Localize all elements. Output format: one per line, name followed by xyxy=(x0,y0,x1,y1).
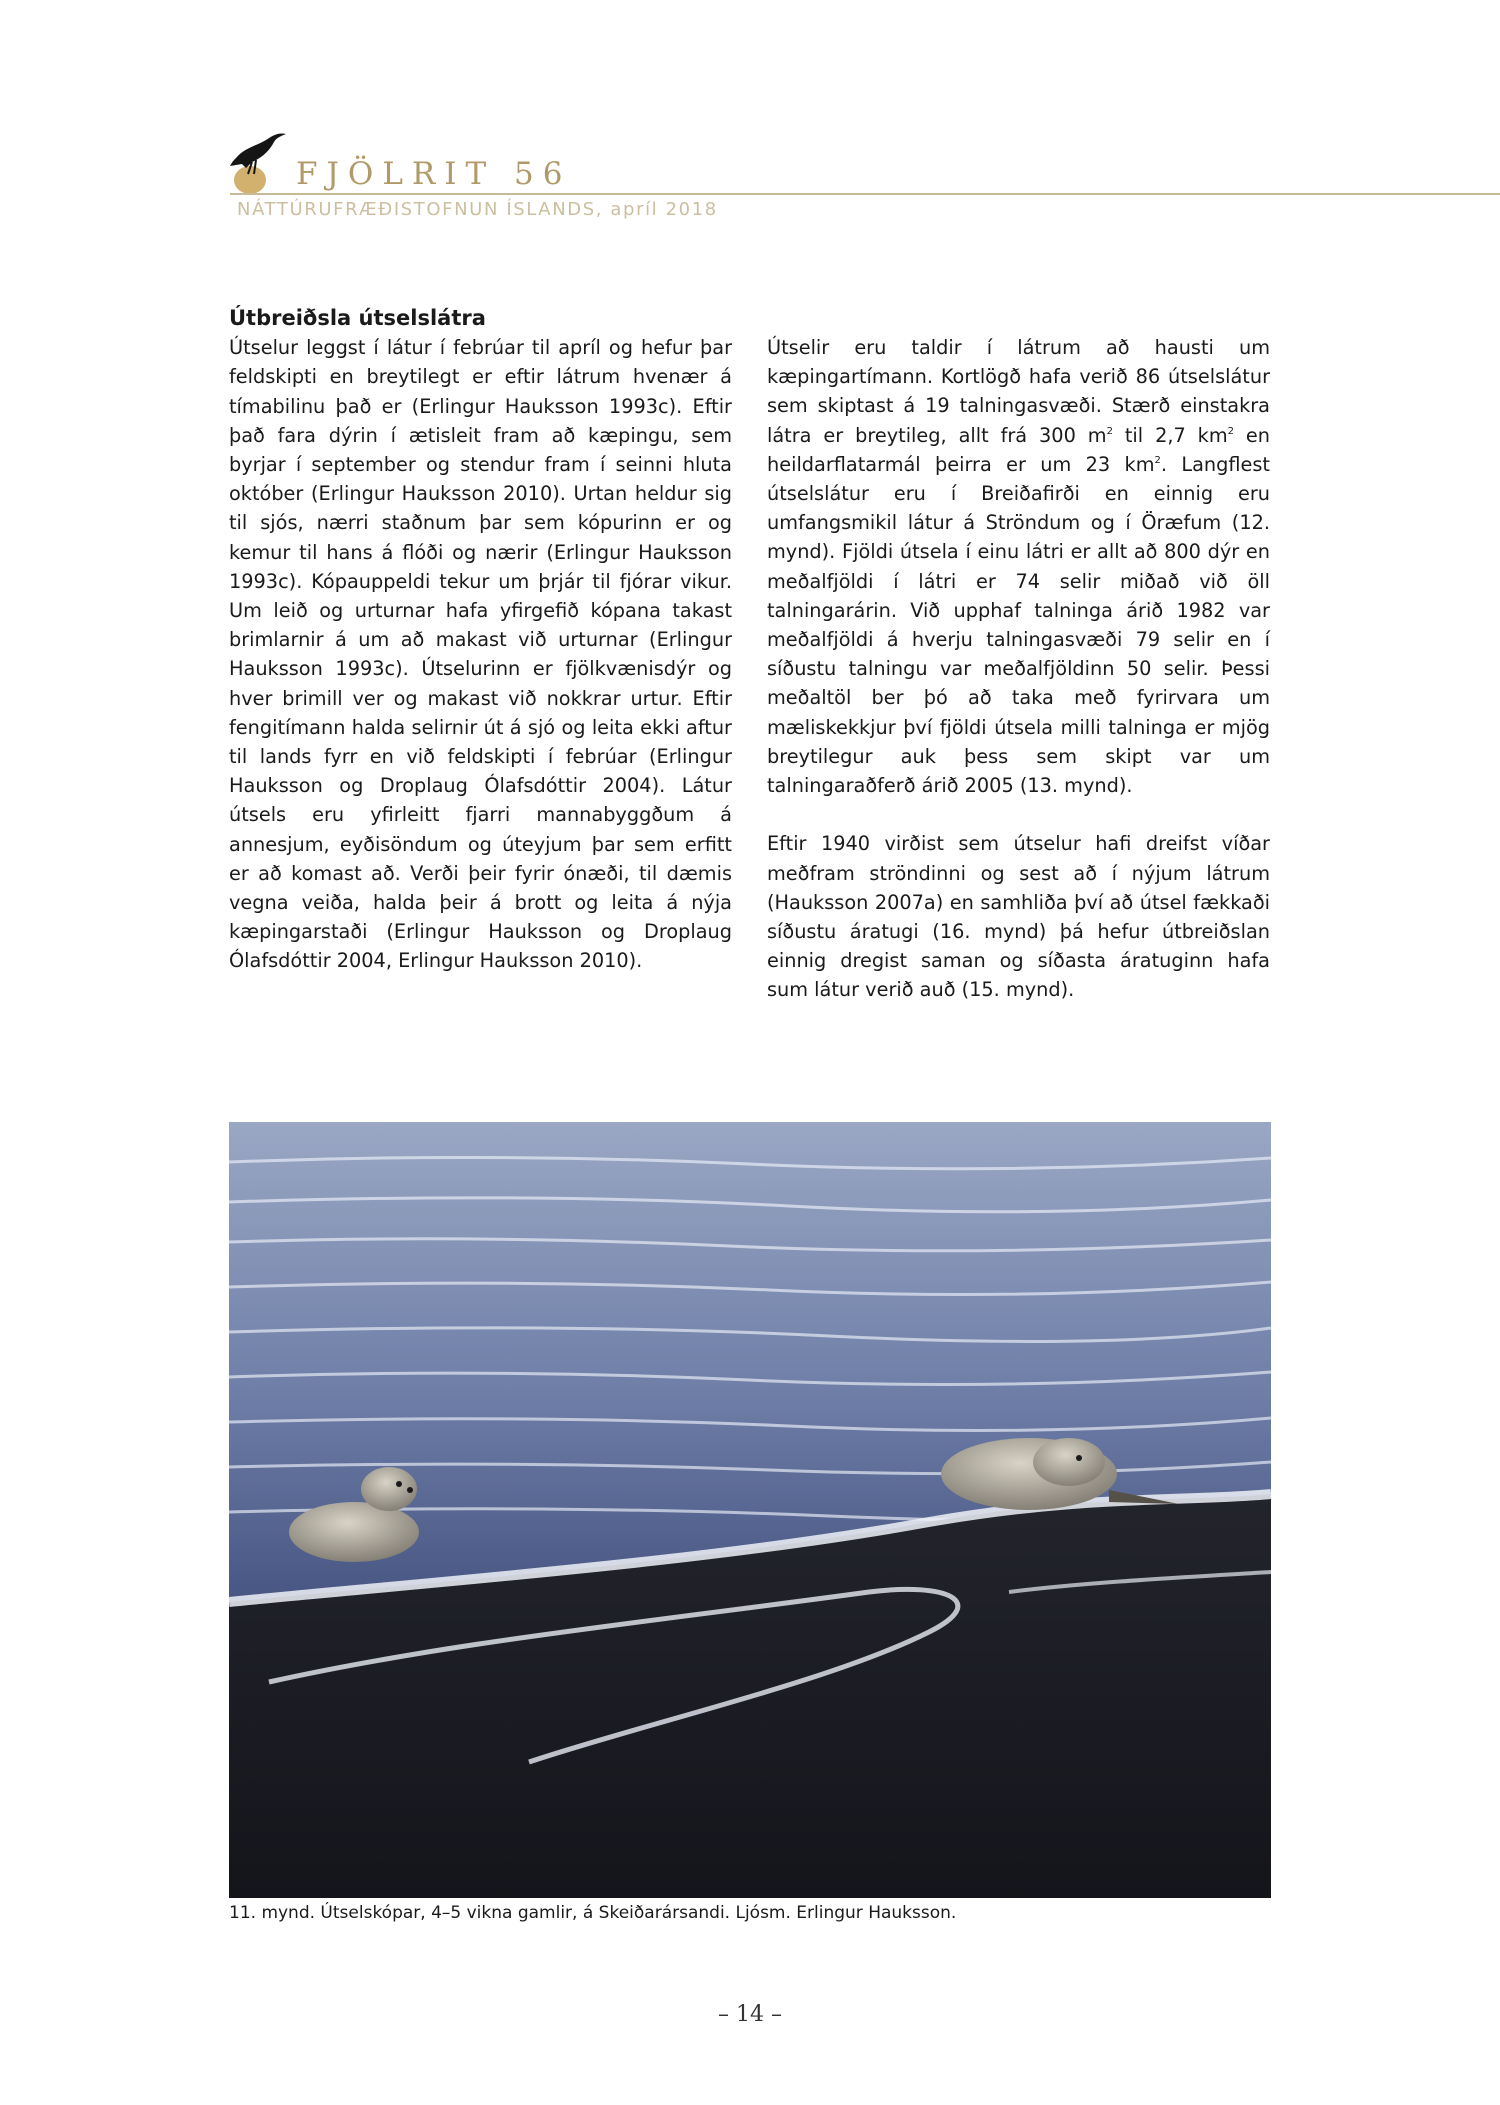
left-column xyxy=(229,304,732,1005)
seal-pups-photo xyxy=(229,1122,1271,1898)
page-number: – 14 – xyxy=(718,2002,782,2027)
header-divider xyxy=(230,193,1500,195)
section-heading: Útbreiðsla útselslátra xyxy=(229,306,486,330)
raven-on-egg-icon xyxy=(226,118,288,194)
right-paragraph-1: Útselir eru taldir í látrum að hausti um kæpingartímann. Kortlögð hafa verið 86 útselslátur sem skiptast á 19 talningasvæði. Stærð einstakra látra er breytileg, allt frá 300 $m^2$ til 2,7 $km^2$ en heildarflatarmál þeirra er um 23 $km^2$. Langflest útselslátur eru í Breiðafirði en einnig eru umfangsmikil látur á Ströndum og í Öræfum (12. mynd). Fjöldi útsela í einu látri er allt að 800 dýr en meðalfjöldi í látri er 74 selir miðað við öll talningarárin. Við upphaf talninga árið 1982 var meðalfjöldi á hverju talningasvæði 79 selir en í síðustu talningu var meðalfjöldinn 50 selir. Þessi meðaltöl ber þó að taka með fyrirvara um mæliskekkjur því fjöldi útsela milli talninga er mjög breytilegur auk þess sem skipt var um talningaraðferð árið 2005 (13. mynd). xyxy=(767,336,1270,798)
journal-title: FJÖLRIT 56 xyxy=(296,156,572,192)
page-header xyxy=(0,0,1500,230)
right-paragraph-2: Eftir 1940 virðist sem útselur hafi dreifst víðar meðfram ströndinni og sest að í nýjum látrum (Hauksson 2007a) en samhliða því að útsel fækkaði síðustu áratugi (16. mynd) þá hefur útbreiðslan einnig dregist saman og síðasta áratuginn hafa sum látur verið auð (15. mynd). xyxy=(767,832,1270,1002)
figure-caption: 11. mynd. Útselskópar, 4–5 vikna gamlir, á Skeiðarársandi. Ljósm. Erlingur Hauksson. xyxy=(229,1903,957,1923)
right-column xyxy=(767,333,1270,1034)
left-paragraph: Útselur leggst í látur í febrúar til apríl og hefur þar feldskipti en breytilegt er eftir látrum hvenær á tímabilinu það er (Erlingur Hauksson 1993c). Eftir það fara dýrin í ætisleit fram að kæpingu, sem byrjar í september og stendur fram í seinni hluta október (Erlingur Hauksson 2010). Urtan heldur sig til sjós, nærri staðnum þar sem kópurinn er og kemur til hans á flóði og nærir (Erlingur Hauksson 1993c). Kópauppeldi tekur um þrjár til fjórar vikur. Um leið og urturnar hafa yfirgefið kópana takast brimlarnir á um að makast við urturnar (Erlingur Hauksson 1993c). Útselurinn er fjölkvænisdýr og hver brimill ver og makast við nokkrar urtur. Eftir fengitímann halda selirnir út á sjó og leita ekki aftur til lands fyrr en við feldskipti í febrúar (Erlingur Hauksson og Droplaug Ólafsdóttir 2004). Látur útsels eru yfirleitt fjarri mannabyggðum á annesjum, eyðisöndum og úteyjum þar sem erfitt er að komast að. Verði þeir fyrir ónæði, til dæmis vegna veiða, halda þeir á brott og leita á nýja kæpingarstaði (Erlingur Hauksson og Droplaug Ólafsdóttir 2004, Erlingur Hauksson 2010). xyxy=(229,336,732,973)
publisher-line: NÁTTÚRUFRÆÐISTOFNUN ÍSLANDS, apríl 2018 xyxy=(237,199,718,220)
